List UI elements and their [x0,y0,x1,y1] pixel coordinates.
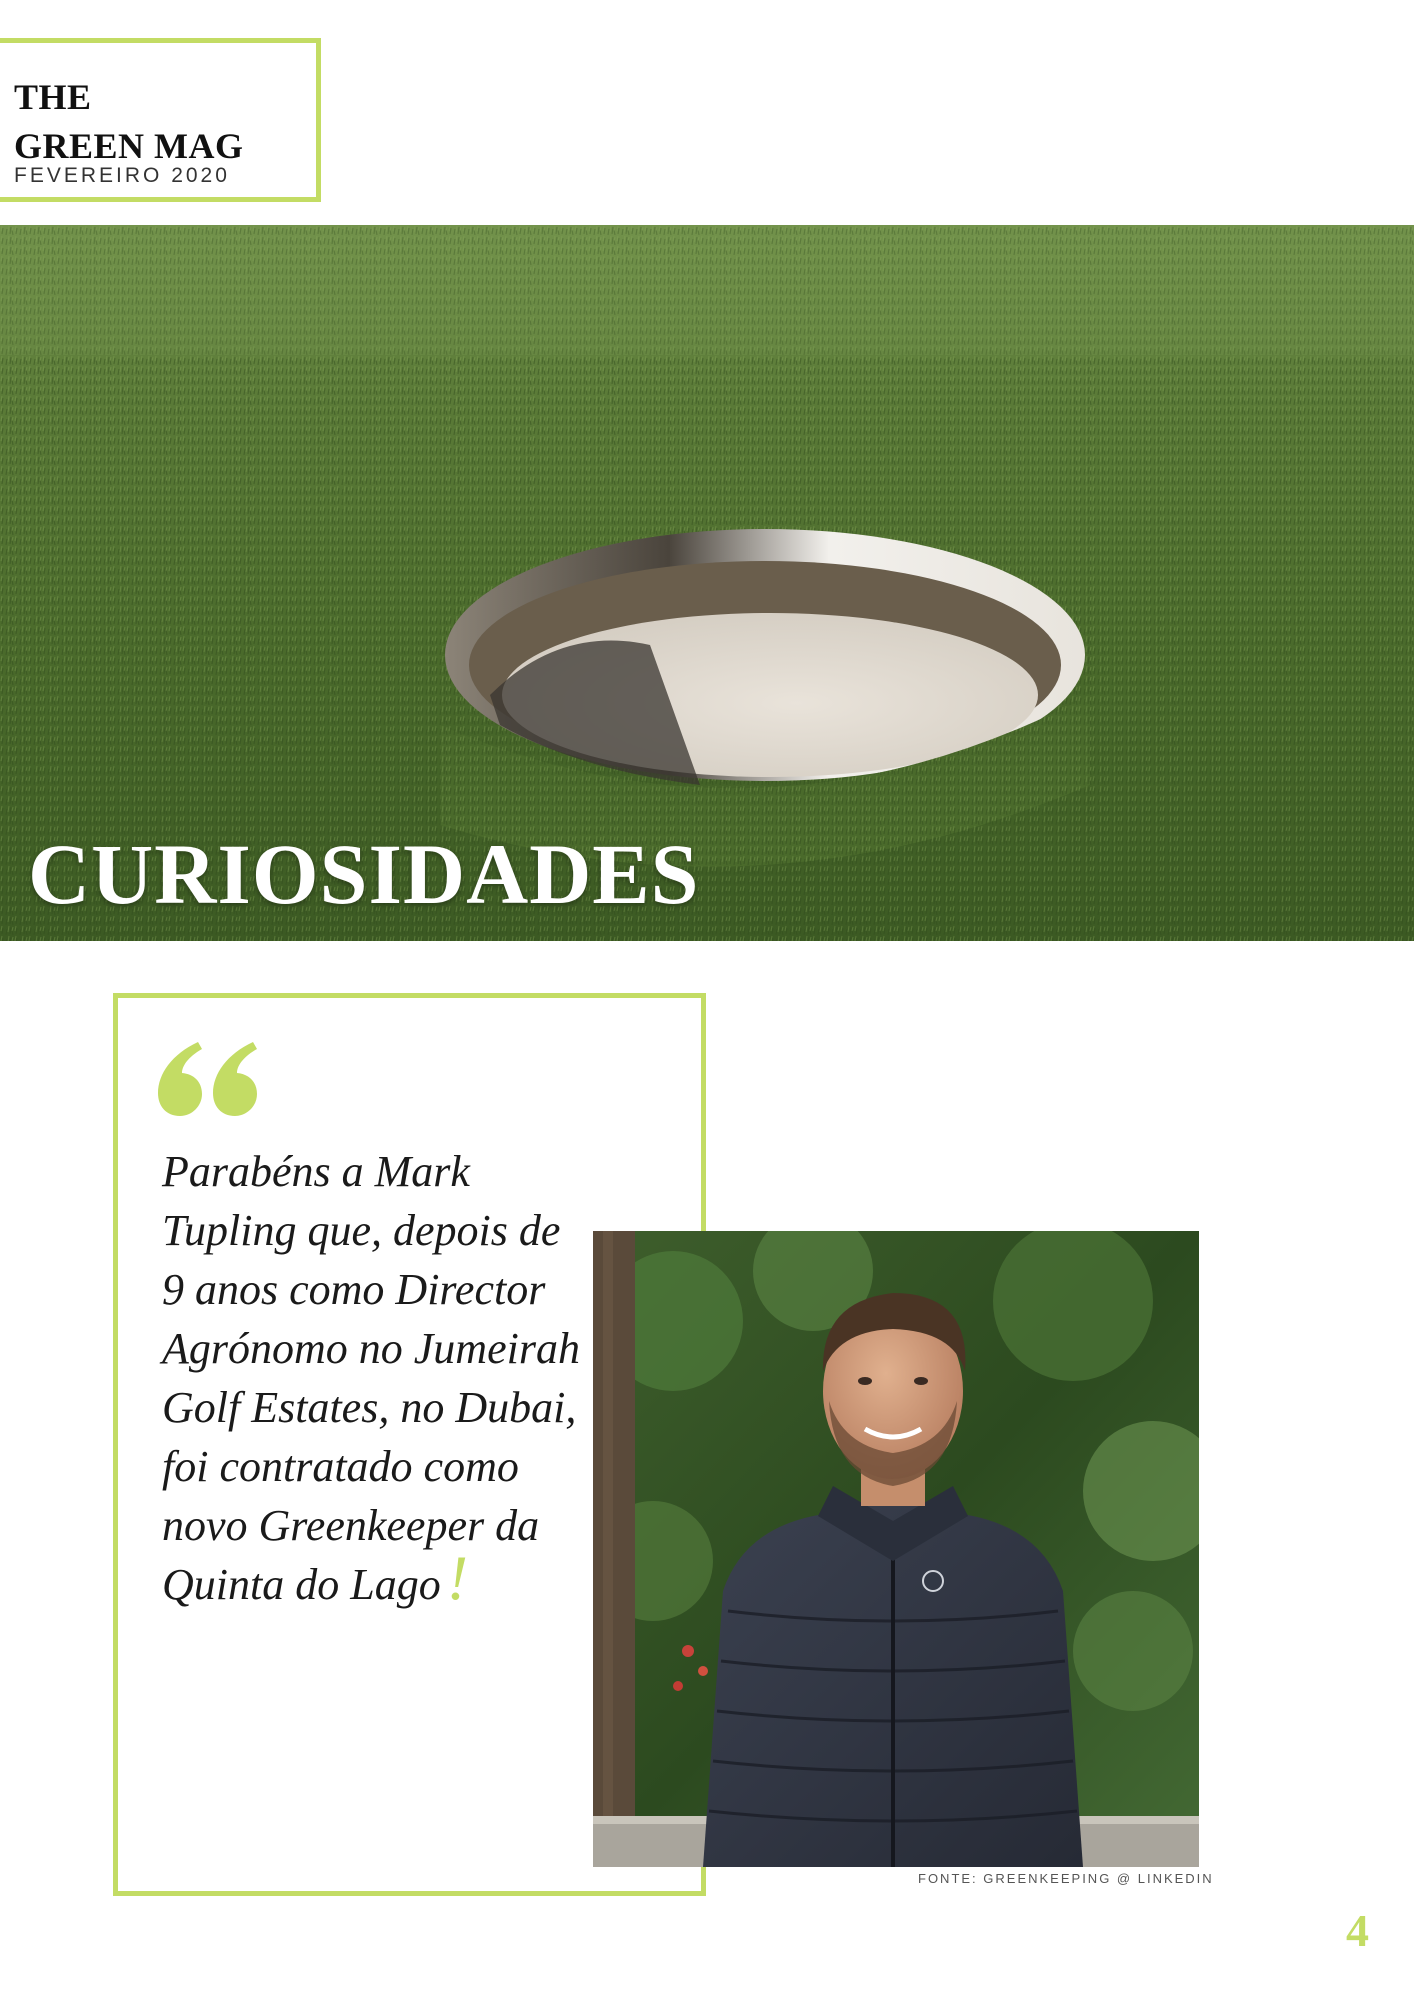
masthead [0,38,321,202]
portrait-illustration [593,1231,1199,1867]
hero-image [0,225,1414,941]
quote-text [162,1142,592,1614]
magazine-title-line-1: THE [14,77,92,117]
quote-body: Parabéns a Mark Tupling que, depois de 9 anos como Director Agrónomo no Jumeirah Golf Estates, no Dubai, foi contratado como novo Greenkeeper da Quinta do Lago [162,1147,580,1609]
section-title: CURIOSIDADES [28,826,700,922]
issue-date: FEVEREIRO 2020 [14,164,230,187]
photo-credit: FONTE: GREENKEEPING @ LINKEDIN [918,1871,1214,1886]
portrait-photo [593,1231,1199,1867]
quote-mark-icon [158,1042,258,1116]
magazine-title-line-2: GREEN MAG [14,126,244,166]
quote-exclamation: ! [446,1542,469,1613]
page-number: 4 [1346,1905,1369,1956]
